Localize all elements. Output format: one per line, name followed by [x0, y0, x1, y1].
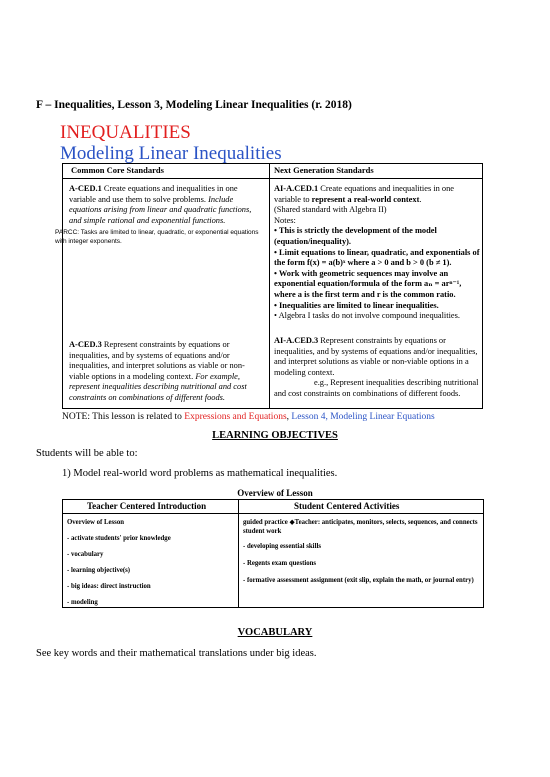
page-subtitle: Modeling Linear Inequalities [60, 143, 282, 164]
standards-table-header [63, 164, 482, 179]
col-header-student: Student Centered Activities [294, 501, 400, 511]
standard-example: e.g., Represent inequalities describing nutritional and cost constraints on combinations of different foods. [274, 378, 479, 398]
column-divider [269, 164, 270, 408]
column-divider [238, 500, 239, 607]
lesson-header: F – Inequalities, Lesson 3, Modeling Linear Inequalities (r. 2018) [36, 99, 352, 111]
related-lesson-note [62, 412, 435, 422]
related-topic-link[interactable]: Expressions and Equations [184, 412, 287, 422]
standard-emphasis: represent a real-world context [311, 194, 420, 204]
note-item: • Algebra I tasks do not involve compound inequalities. [274, 311, 460, 321]
standard-code: AI-A.CED.1 [274, 184, 319, 193]
note-item: • Limit equations to linear, quadratic, and exponentials of the form f(x) = a(b)ˣ where a > 0 and b > 0 (b ≠ 1). [274, 247, 480, 268]
col-header-next-gen: Next Generation Standards [274, 165, 374, 175]
standard-text: Represent constraints by equations or inequalities, and by systems of equations and/or inequalities, and interpret solutions as viable or non-viable options in a modeling context. [69, 340, 245, 381]
col-header-teacher: Teacher Centered Introduction [87, 501, 207, 511]
shared-standard-note: (Shared standard with Algebra II) [274, 205, 387, 215]
standard-code: A-CED.3 [69, 340, 102, 349]
activity-item: - formative assessment assignment (exit slip, explain the math, or journal entry) [243, 577, 474, 584]
activity-item: guided practice ◆Teacher: anticipates, monitors, selects, sequences, and connects student work [243, 519, 478, 535]
standard-code: AI-A.CED.3 [274, 336, 319, 345]
notes-label: Notes: [274, 215, 296, 225]
activity-item: - developing essential skills [243, 543, 321, 550]
col-header-common-core: Common Core Standards [71, 165, 164, 175]
overview-item: - big ideas: direct instruction [67, 583, 151, 590]
note-item: • Inequalities are limited to linear inequalities. [274, 300, 439, 310]
overview-item: - vocabulary [67, 551, 104, 558]
standard-text: Create equations and inequalities in one variable to [274, 184, 455, 204]
overview-table [62, 499, 484, 608]
standard-a-ced-1 [69, 184, 265, 226]
vocabulary-text: See key words and their mathematical translations under big ideas. [36, 648, 317, 659]
overview-table-header [63, 500, 483, 514]
standard-text: Create equations and inequalities in one variable and use them to solve problems. [69, 184, 238, 204]
parcc-note: PARCC: Tasks are limited to linear, quadratic, or exponential equations with integer exponents. [55, 229, 259, 245]
note-item: • This is strictly the development of the model (equation/inequality). [274, 226, 437, 246]
overview-item: - learning objective(s) [67, 567, 131, 574]
standard-ai-a-ced-1 [274, 184, 480, 322]
overview-item: - modeling [67, 599, 98, 606]
standard-text: Represent constraints by equations or inequalities, and by systems of equations and/or inequalities, and interpret solutions as viable or non-viable options in a modeling context. [274, 336, 478, 377]
standards-table [55, 163, 483, 409]
note-item: • Work with geometric sequences may involve an exponential equation/formula of the form aₙ = arⁿ⁻¹, where a is the first term and r is the common ratio. [274, 268, 462, 299]
standard-ai-a-ced-3 [274, 336, 480, 400]
objective-item: 1) Model real-world word problems as mathematical inequalities. [62, 468, 338, 479]
standard-code: A-CED.1 [69, 184, 102, 193]
activity-item: - Regents exam questions [243, 560, 317, 567]
overview-title: Overview of Lesson [237, 488, 313, 498]
note-prefix: NOTE: This lesson is related to [62, 412, 185, 422]
note-separator: , [286, 412, 292, 422]
related-lesson-link[interactable]: Lesson 4, Modeling Linear Equations [291, 412, 435, 422]
learning-objectives-heading: LEARNING OBJECTIVES [212, 430, 338, 441]
standard-text-end: . [419, 194, 422, 204]
page-title: INEQUALITIES [60, 122, 191, 143]
overview-item: Overview of Lesson [67, 519, 125, 526]
objectives-intro: Students will be able to: [36, 448, 138, 459]
overview-item: - activate students' prior knowledge [67, 535, 171, 542]
vocabulary-heading: VOCABULARY [237, 627, 313, 638]
standard-a-ced-3 [69, 340, 265, 404]
standard-example: Include equations arising from linear and quadratic functions, and simple rational and exponential functions. [69, 194, 252, 225]
standard-example: For example, represent inequalities describing nutritional and cost constraints on combinations of different foods. [69, 371, 247, 402]
